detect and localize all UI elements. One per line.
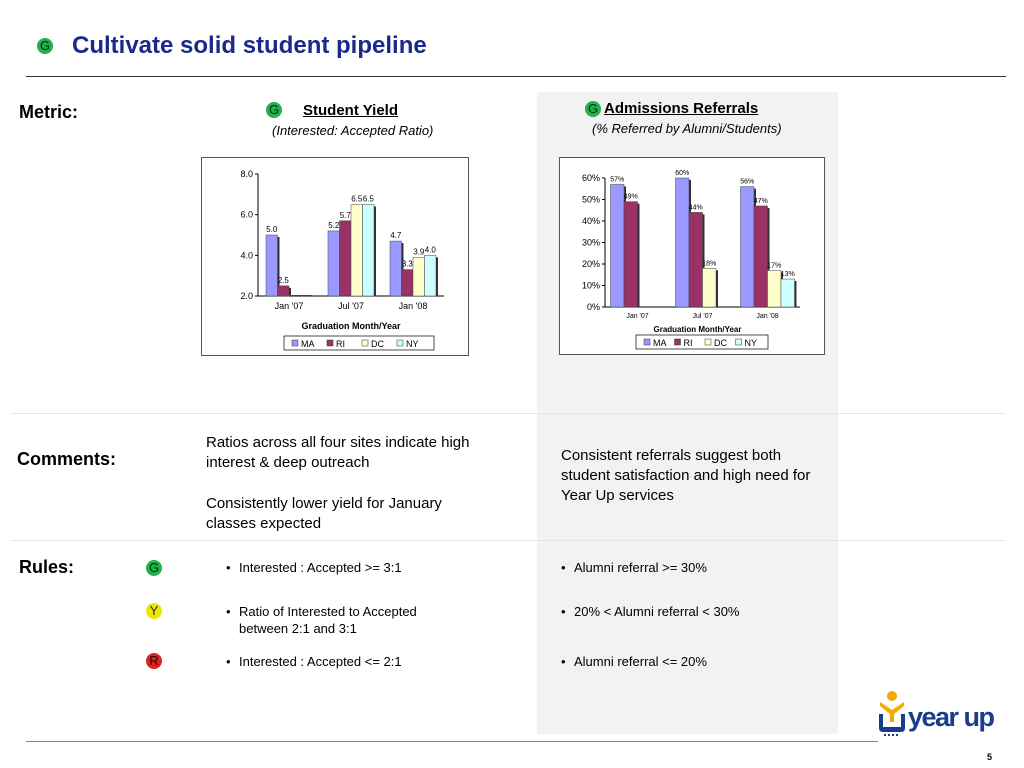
referrals-comment: Consistent referrals suggest both student satisfaction and high need for Year Up services: [561, 447, 811, 504]
y-tick-label: 0%: [586, 302, 600, 312]
legend-swatch-ma: [292, 340, 298, 346]
bar-ri: [754, 206, 768, 307]
data-label: 57%: [610, 176, 625, 184]
page-number: 5: [987, 752, 993, 762]
legend-label: RI: [683, 338, 693, 348]
legend-swatch-ny: [397, 340, 403, 346]
admissions-referrals-chart: [559, 157, 825, 355]
legend-swatch-dc: [362, 340, 368, 346]
x-tick-label: Jul '07: [338, 301, 364, 311]
admissions-referrals-subtitle: (% Referred by Alumni/Students): [592, 121, 782, 136]
legend-label: DC: [371, 339, 384, 349]
status-badge-green: G: [585, 101, 601, 117]
data-label: 6.5: [351, 194, 363, 204]
x-tick-label: Jan '08: [756, 313, 779, 320]
data-label: 5.2: [328, 220, 340, 230]
data-label: 5.0: [266, 225, 278, 234]
admissions-referrals-title: Admissions Referrals: [604, 100, 759, 117]
bar-ny: [781, 279, 795, 307]
bar-ny: [425, 255, 437, 296]
data-label: 44%: [688, 204, 703, 212]
data-label: 13%: [780, 271, 795, 279]
student-yield-chart-svg: [202, 158, 468, 355]
bar-ma: [266, 235, 278, 296]
data-label: 3.3: [401, 259, 413, 269]
footer-divider: [26, 741, 878, 742]
year-up-logo-text: year up: [908, 702, 994, 732]
legend-label: DC: [714, 338, 727, 348]
y-tick-label: 20%: [581, 259, 600, 269]
rule-referral-yellow: • 20% < Alumni referral < 30%: [561, 604, 740, 619]
section-divider: [10, 540, 1006, 541]
bar-ri: [278, 286, 290, 296]
rule-yield-yellow: • Ratio of Interested to Accepted between 2:1 and 3:1: [226, 604, 417, 636]
x-axis-label: Graduation Month/Year: [301, 321, 401, 331]
data-label: 6.5: [362, 194, 374, 204]
data-label: 4.7: [390, 231, 402, 241]
status-badge-green: G: [37, 38, 53, 54]
legend-label: MA: [301, 339, 315, 349]
x-tick-label: Jan '07: [274, 301, 304, 311]
x-tick-label: Jan '07: [626, 313, 649, 320]
bar-ma: [390, 241, 402, 296]
year-up-logo-icon: [876, 688, 908, 740]
data-label: 18%: [702, 260, 717, 268]
status-badge-green: G: [146, 560, 162, 576]
y-tick-label: 40%: [581, 216, 600, 226]
legend-swatch-dc: [705, 339, 711, 345]
y-tick-label: 10%: [581, 280, 600, 291]
data-label: 17%: [767, 262, 782, 270]
rules-label: Rules:: [19, 557, 75, 577]
legend-label: RI: [336, 339, 345, 349]
bar-dc: [703, 268, 717, 307]
yield-comment-2: Consistently lower yield for January classes expected: [206, 495, 442, 532]
status-badge-red: R: [146, 653, 162, 669]
bar-ny: [363, 205, 375, 297]
section-divider: [10, 413, 1006, 414]
data-label: 60%: [675, 170, 690, 177]
legend-swatch-ri: [327, 340, 333, 346]
x-axis-label: Graduation Month/Year: [653, 325, 742, 334]
bar-ma: [611, 184, 625, 307]
legend-swatch-ny: [736, 339, 742, 345]
rule-yield-red: • Interested : Accepted <= 2:1: [226, 654, 402, 669]
status-badge-yellow: Y: [146, 603, 162, 619]
data-label: 3.9: [413, 247, 425, 257]
bar-ri: [340, 221, 352, 296]
legend-swatch-ma: [644, 339, 650, 345]
bar-dc: [768, 270, 782, 307]
comments-label: Comments:: [17, 449, 117, 469]
rule-referral-red: • Alumni referral <= 20%: [561, 654, 707, 669]
y-tick-label: 30%: [581, 237, 600, 248]
data-label: 47%: [753, 197, 768, 205]
page-title: Cultivate solid student pipeline: [72, 32, 427, 59]
y-tick-label: 4.0: [240, 250, 253, 261]
yield-comment-1: Ratios across all four sites indicate high interest & deep outreach: [206, 434, 470, 471]
legend-swatch-ri: [675, 339, 681, 345]
y-tick-label: 2.0: [240, 291, 253, 301]
legend-label: MA: [653, 338, 667, 348]
bar-ma: [676, 178, 690, 307]
data-label: 2.5: [277, 275, 289, 285]
x-tick-label: Jan '08: [398, 301, 428, 311]
legend-label: NY: [406, 339, 419, 349]
x-tick-label: Jul '07: [692, 313, 713, 320]
student-yield-subtitle: (Interested: Accepted Ratio): [272, 123, 434, 138]
bar-ri: [624, 202, 638, 307]
metric-label: Metric:: [19, 102, 79, 122]
bar-dc: [413, 257, 425, 296]
bar-dc: [351, 205, 363, 297]
y-tick-label: 6.0: [240, 209, 253, 220]
student-yield-title: Student Yield: [303, 102, 399, 119]
rule-referral-green: • Alumni referral >= 30%: [561, 560, 707, 575]
status-badge-green: G: [266, 102, 282, 118]
bar-ma: [328, 231, 340, 296]
y-tick-label: 50%: [581, 194, 600, 205]
data-label: 5.7: [339, 210, 351, 220]
admissions-referrals-chart-svg: [560, 158, 824, 354]
bar-ri: [402, 270, 414, 296]
header-divider: [26, 76, 1006, 77]
y-tick-label: 8.0: [240, 169, 253, 179]
bar-ri: [689, 212, 703, 307]
data-label: 56%: [740, 178, 755, 186]
data-label: 4.0: [424, 245, 436, 255]
bar-ma: [741, 187, 755, 307]
legend-label: NY: [744, 338, 758, 348]
student-yield-chart: [201, 157, 469, 356]
rule-yield-green: • Interested : Accepted >= 3:1: [226, 560, 402, 575]
data-label: 49%: [623, 193, 638, 201]
y-tick-label: 60%: [581, 173, 600, 183]
